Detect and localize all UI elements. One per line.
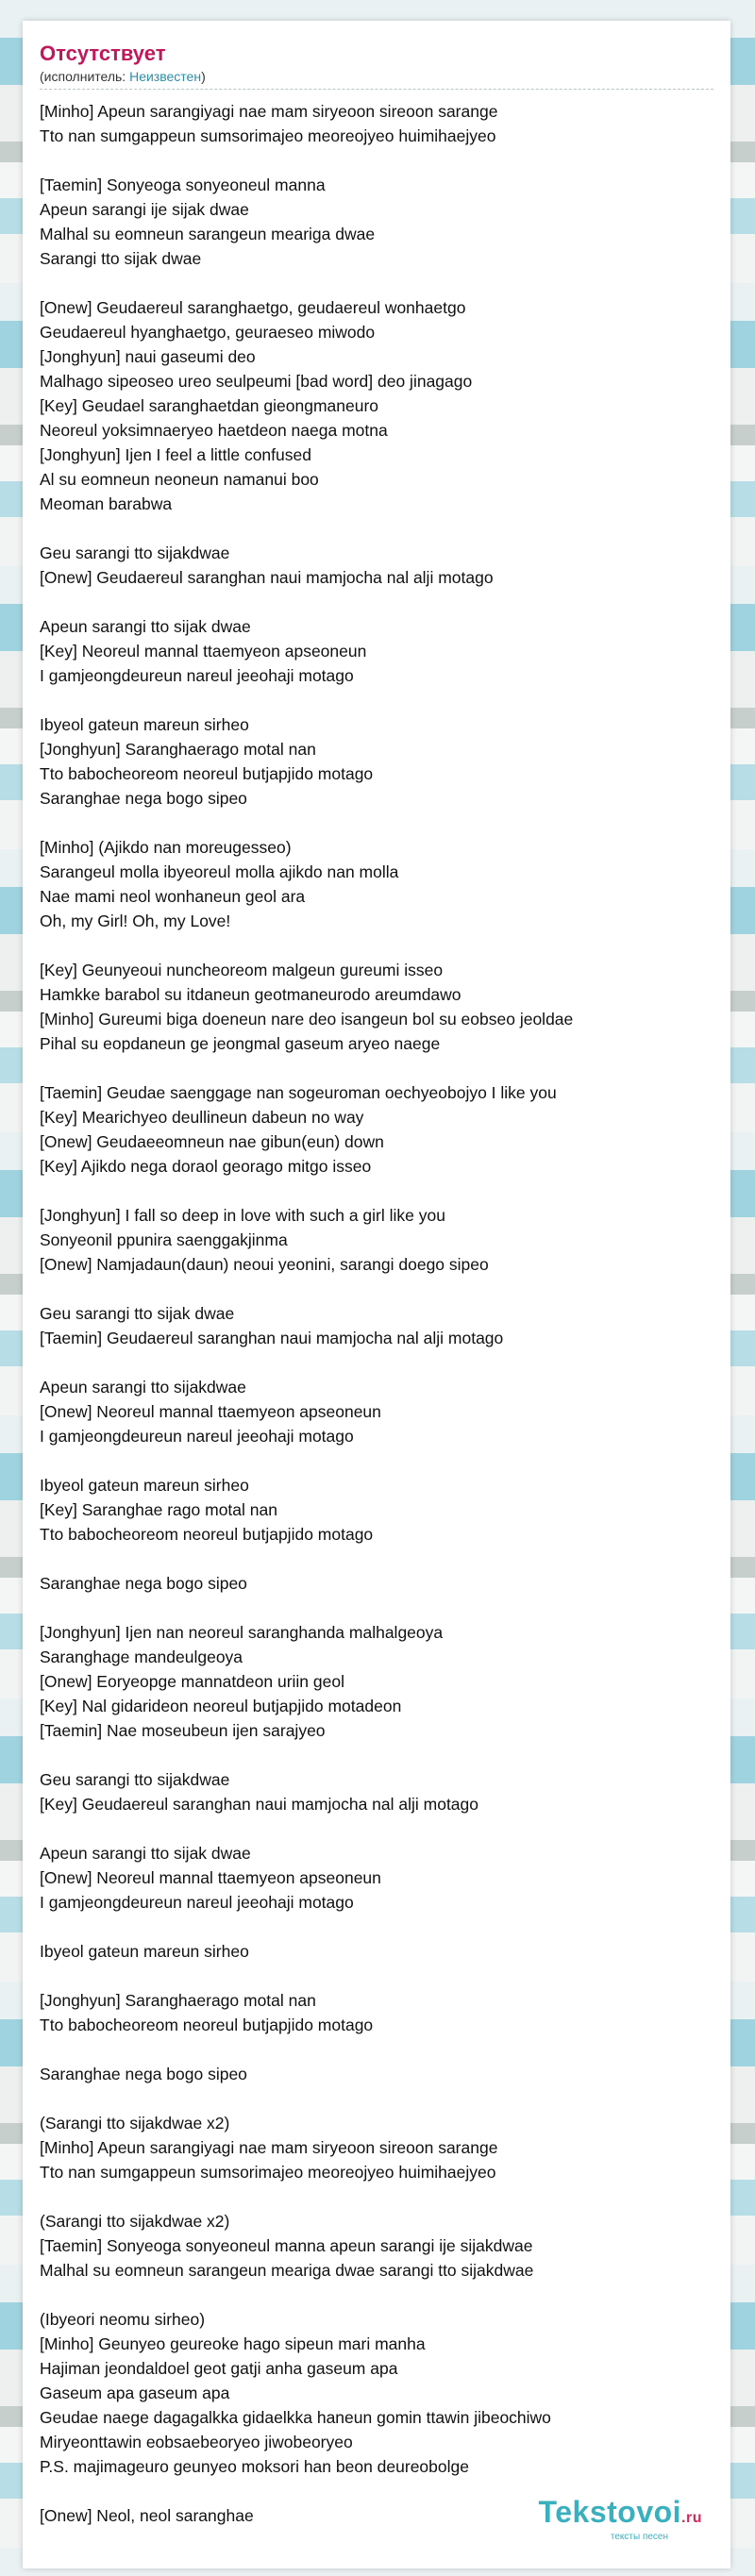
lyrics-line: [Key] Ajikdo nega doraol georago mitgo isseo	[40, 1157, 372, 1176]
lyrics-line: [Taemin] Sonyeoga sonyeoneul manna	[40, 176, 326, 194]
lyrics-stanza	[40, 2111, 713, 2184]
lyrics-line: (Sarangi tto sijakdwae x2)	[40, 2212, 230, 2231]
lyrics-line: [Onew] Neoreul mannal ttaemyeon apseoneun	[40, 1402, 381, 1421]
lyrics-line: Sarangeul molla ibyeoreul molla ajikdo nan molla	[40, 862, 399, 881]
lyrics-line: Malhago sipeoseo ureo seulpeumi [bad word] deo jinagago	[40, 372, 473, 391]
lyrics-card	[23, 21, 730, 2568]
lyrics-stanza	[40, 541, 713, 590]
lyrics-stanza	[40, 2307, 713, 2479]
lyrics-line: [Minho] Geunyeo geureoke hago sipeun mari manha	[40, 2334, 426, 2353]
lyrics-stanza	[40, 1767, 713, 1816]
lyrics-line: Sarangi tto sijak dwae	[40, 249, 202, 268]
lyrics-line: Geu sarangi tto sijakdwae	[40, 1770, 230, 1789]
lyrics-line: [Key] Nal gidarideon neoreul butjapjido motadeon	[40, 1697, 402, 1715]
lyrics-line: Gaseum apa gaseum apa	[40, 2384, 230, 2402]
lyrics-line: Saranghae nega bogo sipeo	[40, 2065, 247, 2083]
lyrics-line: [Key] Neoreul mannal ttaemyeon apseoneun	[40, 642, 367, 661]
lyrics-line: Ibyeol gateun mareun sirheo	[40, 1476, 249, 1495]
artist-prefix: (исполнитель:	[40, 69, 130, 84]
lyrics-line: Al su eomneun neoneun namanui boo	[40, 470, 319, 489]
lyrics-stanza	[40, 1375, 713, 1448]
artist-line	[40, 68, 713, 85]
lyrics-line: Geudaereul hyanghaetgo, geuraeseo miwodo	[40, 323, 376, 342]
lyrics-stanza	[40, 614, 713, 688]
lyrics-line: Oh, my Girl! Oh, my Love!	[40, 912, 231, 930]
lyrics-line: [Key] Mearichyeo deullineun dabeun no way	[40, 1108, 364, 1127]
lyrics-line: [Minho] Apeun sarangiyagi nae mam siryeoon sireoon sarange	[40, 102, 498, 121]
lyrics-stanza	[40, 1841, 713, 1915]
logo-tld: .ru	[681, 2510, 702, 2526]
lyrics-line: Tto nan sumgappeun sumsorimajeo meoreojyeo huimihaejyeo	[40, 2163, 496, 2182]
lyrics-line: [Jonghyun] Saranghaerago motal nan	[40, 1991, 316, 2010]
lyrics-line: [Key] Geudael saranghaetdan gieongmaneuro	[40, 396, 379, 415]
lyrics-line: Ibyeol gateun mareun sirheo	[40, 715, 249, 734]
lyrics-stanza	[40, 1473, 713, 1547]
lyrics-line: Nae mami neol wonhaneun geol ara	[40, 887, 306, 906]
lyrics-stanza	[40, 835, 713, 933]
lyrics-stanza	[40, 1203, 713, 1277]
lyrics-line: (Sarangi tto sijakdwae x2)	[40, 2114, 230, 2133]
lyrics-line: Geudae naege dagagalkka gidaelkka haneun gomin ttawin jibeochiwo	[40, 2408, 551, 2427]
lyrics-line: Meoman barabwa	[40, 494, 173, 513]
lyrics-line: Apeun sarangi tto sijakdwae	[40, 1378, 246, 1397]
lyrics-line: I gamjeongdeureun nareul jeeohaji motago	[40, 1893, 354, 1912]
lyrics-line: [Onew] Geudaereul saranghaetgo, geudaereul wonhaetgo	[40, 298, 466, 317]
lyrics-line: Ibyeol gateun mareun sirheo	[40, 1942, 249, 1961]
lyrics-stanza	[40, 295, 713, 516]
artist-suffix: )	[201, 69, 206, 84]
lyrics-line: I gamjeongdeureun nareul jeeohaji motago	[40, 666, 354, 685]
logo-tagline: тексты песен	[610, 2532, 668, 2542]
lyrics-line: Geu sarangi tto sijakdwae	[40, 544, 230, 562]
lyrics-line: [Onew] Eoryeopge mannatdeon uriin geol	[40, 1672, 344, 1691]
lyrics-line: Saranghae nega bogo sipeo	[40, 1574, 247, 1593]
lyrics-line: [Minho] (Ajikdo nan moreugesseo)	[40, 838, 292, 857]
lyrics-line: [Key] Saranghae rago motal nan	[40, 1500, 277, 1519]
lyrics-body	[40, 99, 713, 2528]
lyrics-stanza	[40, 2062, 713, 2086]
lyrics-line: Tto babocheoreom neoreul butjapjido motago	[40, 764, 374, 783]
lyrics-line: [Onew] Geudaeeomneun nae gibun(eun) down	[40, 1132, 384, 1151]
lyrics-line: [Key] Geunyeoui nuncheoreom malgeun gureumi isseo	[40, 961, 444, 979]
lyrics-line: Tto nan sumgappeun sumsorimajeo meoreojyeo huimihaejyeo	[40, 126, 496, 145]
lyrics-line: [Jonghyun] Saranghaerago motal nan	[40, 740, 316, 759]
lyrics-line: Geu sarangi tto sijak dwae	[40, 1304, 235, 1323]
song-title: Отсутствует	[40, 42, 166, 65]
lyrics-line: [Jonghyun] Ijen nan neoreul saranghanda malhalgeoya	[40, 1623, 444, 1642]
lyrics-stanza	[40, 2209, 713, 2283]
lyrics-line: Hamkke barabol su itdaneun geotmaneurodo areumdawo	[40, 985, 461, 1004]
lyrics-stanza	[40, 1939, 713, 1964]
lyrics-line: [Minho] Gureumi biga doeneun nare deo isangeun bol su eobseo jeoldae	[40, 1010, 574, 1029]
lyrics-line: Apeun sarangi tto sijak dwae	[40, 1844, 251, 1863]
lyrics-stanza	[40, 1988, 713, 2037]
lyrics-line: (Ibyeori neomu sirheo)	[40, 2310, 206, 2329]
lyrics-line: Miryeonttawin eobsaebeoryeo jiwobeoryeo	[40, 2433, 353, 2451]
lyrics-line: [Onew] Neoreul mannal ttaemyeon apseoneun	[40, 1868, 381, 1887]
lyrics-line: [Taemin] Geudae saenggage nan sogeuroman oechyeobojyo I like you	[40, 1083, 557, 1102]
lyrics-line: Hajiman jeondaldoel geot gatji anha gaseum apa	[40, 2359, 398, 2378]
logo-wordmark	[539, 2497, 702, 2534]
lyrics-line: Malhal su eomneun sarangeun meariga dwae	[40, 225, 376, 243]
lyrics-line: Sonyeonil ppunira saenggakjinma	[40, 1230, 288, 1249]
site-logo[interactable]	[539, 2497, 702, 2542]
title-divider	[40, 89, 713, 90]
lyrics-line: Tto babocheoreom neoreul butjapjido motago	[40, 1525, 374, 1544]
lyrics-line: Saranghae nega bogo sipeo	[40, 789, 247, 808]
lyrics-line: [Taemin] Geudaereul saranghan naui mamjocha nal alji motago	[40, 1329, 504, 1347]
lyrics-line: [Onew] Namjadaun(daun) neoui yeonini, sarangi doego sipeo	[40, 1255, 489, 1274]
lyrics-line: [Minho] Apeun sarangiyagi nae mam siryeoon sireoon sarange	[40, 2138, 498, 2157]
lyrics-line: [Jonghyun] naui gaseumi deo	[40, 347, 256, 366]
lyrics-line: [Onew] Geudaereul saranghan naui mamjocha nal alji motago	[40, 568, 494, 587]
lyrics-stanza	[40, 1301, 713, 1350]
lyrics-line: Apeun sarangi tto sijak dwae	[40, 617, 251, 636]
lyrics-line: [Key] Geudaereul saranghan naui mamjocha nal alji motago	[40, 1795, 479, 1814]
lyrics-stanza	[40, 99, 713, 148]
lyrics-line: [Jonghyun] Ijen I feel a little confused	[40, 445, 311, 464]
artist-link[interactable]: Неизвестен	[129, 69, 202, 84]
lyrics-stanza	[40, 1620, 713, 1743]
lyrics-stanza	[40, 1080, 713, 1179]
lyrics-line: I gamjeongdeureun nareul jeeohaji motago	[40, 1427, 354, 1446]
lyrics-line: Pihal su eopdaneun ge jeongmal gaseum aryeo naege	[40, 1034, 441, 1053]
lyrics-line: Tto babocheoreom neoreul butjapjido motago	[40, 2016, 374, 2034]
lyrics-line: Apeun sarangi ije sijak dwae	[40, 200, 249, 219]
lyrics-stanza	[40, 958, 713, 1056]
lyrics-line: [Jonghyun] I fall so deep in love with such a girl like you	[40, 1206, 445, 1225]
logo-brand: Tekstovoi	[538, 2495, 682, 2529]
lyrics-stanza	[40, 173, 713, 271]
lyrics-line: [Taemin] Sonyeoga sonyeoneul manna apeun sarangi ije sijakdwae	[40, 2236, 533, 2255]
lyrics-line: Neoreul yoksimnaeryeo haetdeon naega motna	[40, 421, 388, 440]
lyrics-stanza	[40, 1571, 713, 1596]
lyrics-line: Saranghage mandeulgeoya	[40, 1648, 243, 1666]
lyrics-stanza	[40, 712, 713, 811]
lyrics-line: P.S. majimageuro geunyeo moksori han beon deureobolge	[40, 2457, 469, 2476]
lyrics-line: Malhal su eomneun sarangeun meariga dwae sarangi tto sijakdwae	[40, 2261, 534, 2280]
lyrics-line: [Onew] Neol, neol saranghae	[40, 2506, 254, 2525]
lyrics-line: [Taemin] Nae moseubeun ijen sarajyeo	[40, 1721, 326, 1740]
